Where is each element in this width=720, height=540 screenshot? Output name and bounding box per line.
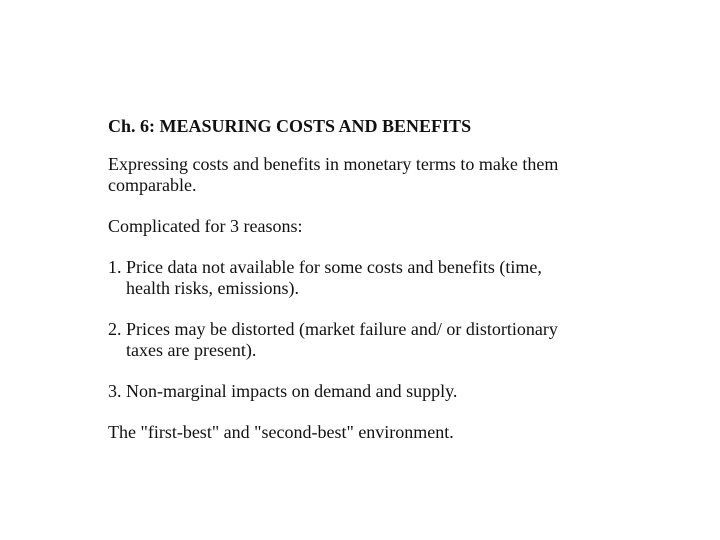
closing-line: The "first-best" and "second-best" environment. [108,422,454,442]
reason-2-line-1: 2. Prices may be distorted (market failure and/ or distortionary [108,319,558,339]
intro-line-2: comparable. [108,175,197,195]
reason-item-3 [108,381,578,402]
reason-item-2 [108,319,578,361]
intro-line-1: Expressing costs and benefits in monetary terms to make them [108,154,559,174]
intro-paragraph [108,154,578,196]
reason-item-1 [108,257,578,299]
slide-title: Ch. 6: MEASURING COSTS AND BENEFITS [108,116,472,136]
reason-3-line-1: 3. Non-marginal impacts on demand and supply. [108,381,458,401]
reasons-heading: Complicated for 3 reasons: [108,216,303,236]
reason-1-line-2: health risks, emissions). [126,278,299,298]
reason-1-line-1: 1. Price data not available for some costs and benefits (time, [108,257,542,277]
slide-content [108,115,578,463]
reason-2-line-2: taxes are present). [126,340,257,360]
